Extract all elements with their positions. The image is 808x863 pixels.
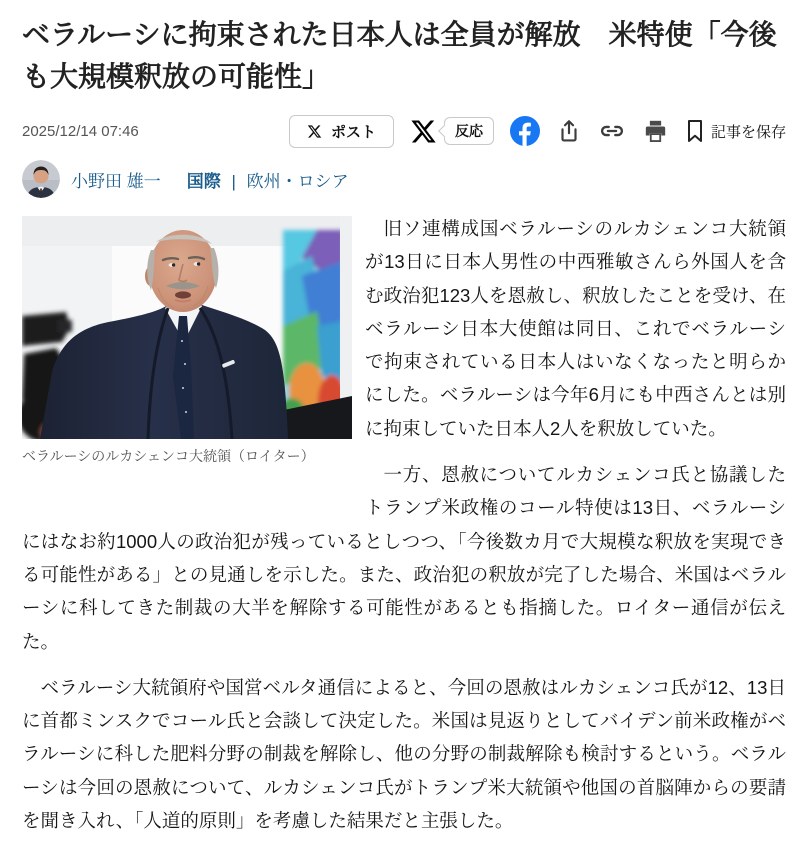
- share-toolbar: [289, 115, 786, 148]
- link-icon: [598, 117, 626, 145]
- meta-row: [22, 114, 786, 148]
- copy-link-button[interactable]: [598, 117, 626, 145]
- category-block: [187, 167, 349, 192]
- photo-caption: ベラルーシのルカシェンコ大統領（ロイター）: [22, 448, 315, 464]
- author-row: [22, 160, 786, 198]
- x-reaction-group: [410, 117, 494, 145]
- bookmark-icon: [685, 119, 705, 143]
- category-separator: |: [231, 171, 236, 191]
- page-title: ベラルーシに拘束された日本人は全員が解放 米特使「今後も大規模釈放の可能性」: [22, 19, 777, 92]
- category-link-secondary[interactable]: 欧州・ロシア: [246, 171, 349, 191]
- save-article-button[interactable]: [685, 119, 786, 143]
- facebook-icon: [510, 116, 540, 146]
- article-paragraph: 旧ソ連構成国ベラルーシのルカシェンコ大統領が13日に日本人男性の中西雅敏さんら外国人を含む政治犯123人を恩赦し、釈放したことを受け、在ベラルーシ日本大使館は同日、これでベラルーシで拘束されている日本人はいなくなったと明らかにした。ベラルーシは今年6月にも中西さんとは別に拘束していた日本人2人を釈放していた。: [365, 218, 786, 439]
- save-article-label: 記事を保存: [710, 123, 786, 141]
- author-avatar[interactable]: [22, 160, 60, 198]
- x-post-button[interactable]: [289, 115, 394, 148]
- share-icon: [556, 118, 582, 144]
- print-icon: [642, 118, 669, 145]
- article-body: [22, 212, 786, 837]
- category-link-primary[interactable]: 国際: [186, 171, 221, 191]
- article-paragraph: ベラルーシ大統領府や国営ベルタ通信によると、今回の恩赦はルカシェンコ氏が12、13日に首都ミンスクでコール氏と会談して決定した。米国は見返りとしてバイデン前米政権がベラルーシに科した肥料分野の制裁を解除し、他の分野の制裁解除も検討するという。ベラルーシは今回の恩赦について、ルカシェンコ氏がトランプ米大統領や他国の首脳陣からの要請を聞き入れ、「人道的原則」を考慮した結果だと主張した。: [22, 676, 786, 832]
- share-button[interactable]: [556, 118, 582, 144]
- print-button[interactable]: [642, 118, 669, 145]
- author-name-link[interactable]: 小野田 雄一: [71, 171, 161, 191]
- x-logo-icon[interactable]: [410, 118, 437, 145]
- lukashenko-photo: [22, 216, 352, 439]
- facebook-share-button[interactable]: [510, 116, 540, 146]
- x-logo-icon: [307, 124, 322, 139]
- article-date: 2025/12/14 07:46: [22, 122, 139, 140]
- x-post-button-label: ポスト: [330, 123, 376, 141]
- article-figure: [22, 216, 352, 467]
- reaction-button[interactable]: 反応: [444, 117, 494, 145]
- article-paragraph: 一方、恩赦についてルカシェンコ氏と協議したトランプ米政権のコール特使は13日、ベラルーシにはなお約1000人の政治犯が残っているとしつつ、「今後数カ月で大規模な釈放を実現できる可能性がある」との見通しを示した。また、政治犯の釈放が完了した場合、米国はベラルーシに科してきた制裁の大半を解除する可能性があるとも指摘した。ロイター通信が伝えた。: [22, 464, 786, 652]
